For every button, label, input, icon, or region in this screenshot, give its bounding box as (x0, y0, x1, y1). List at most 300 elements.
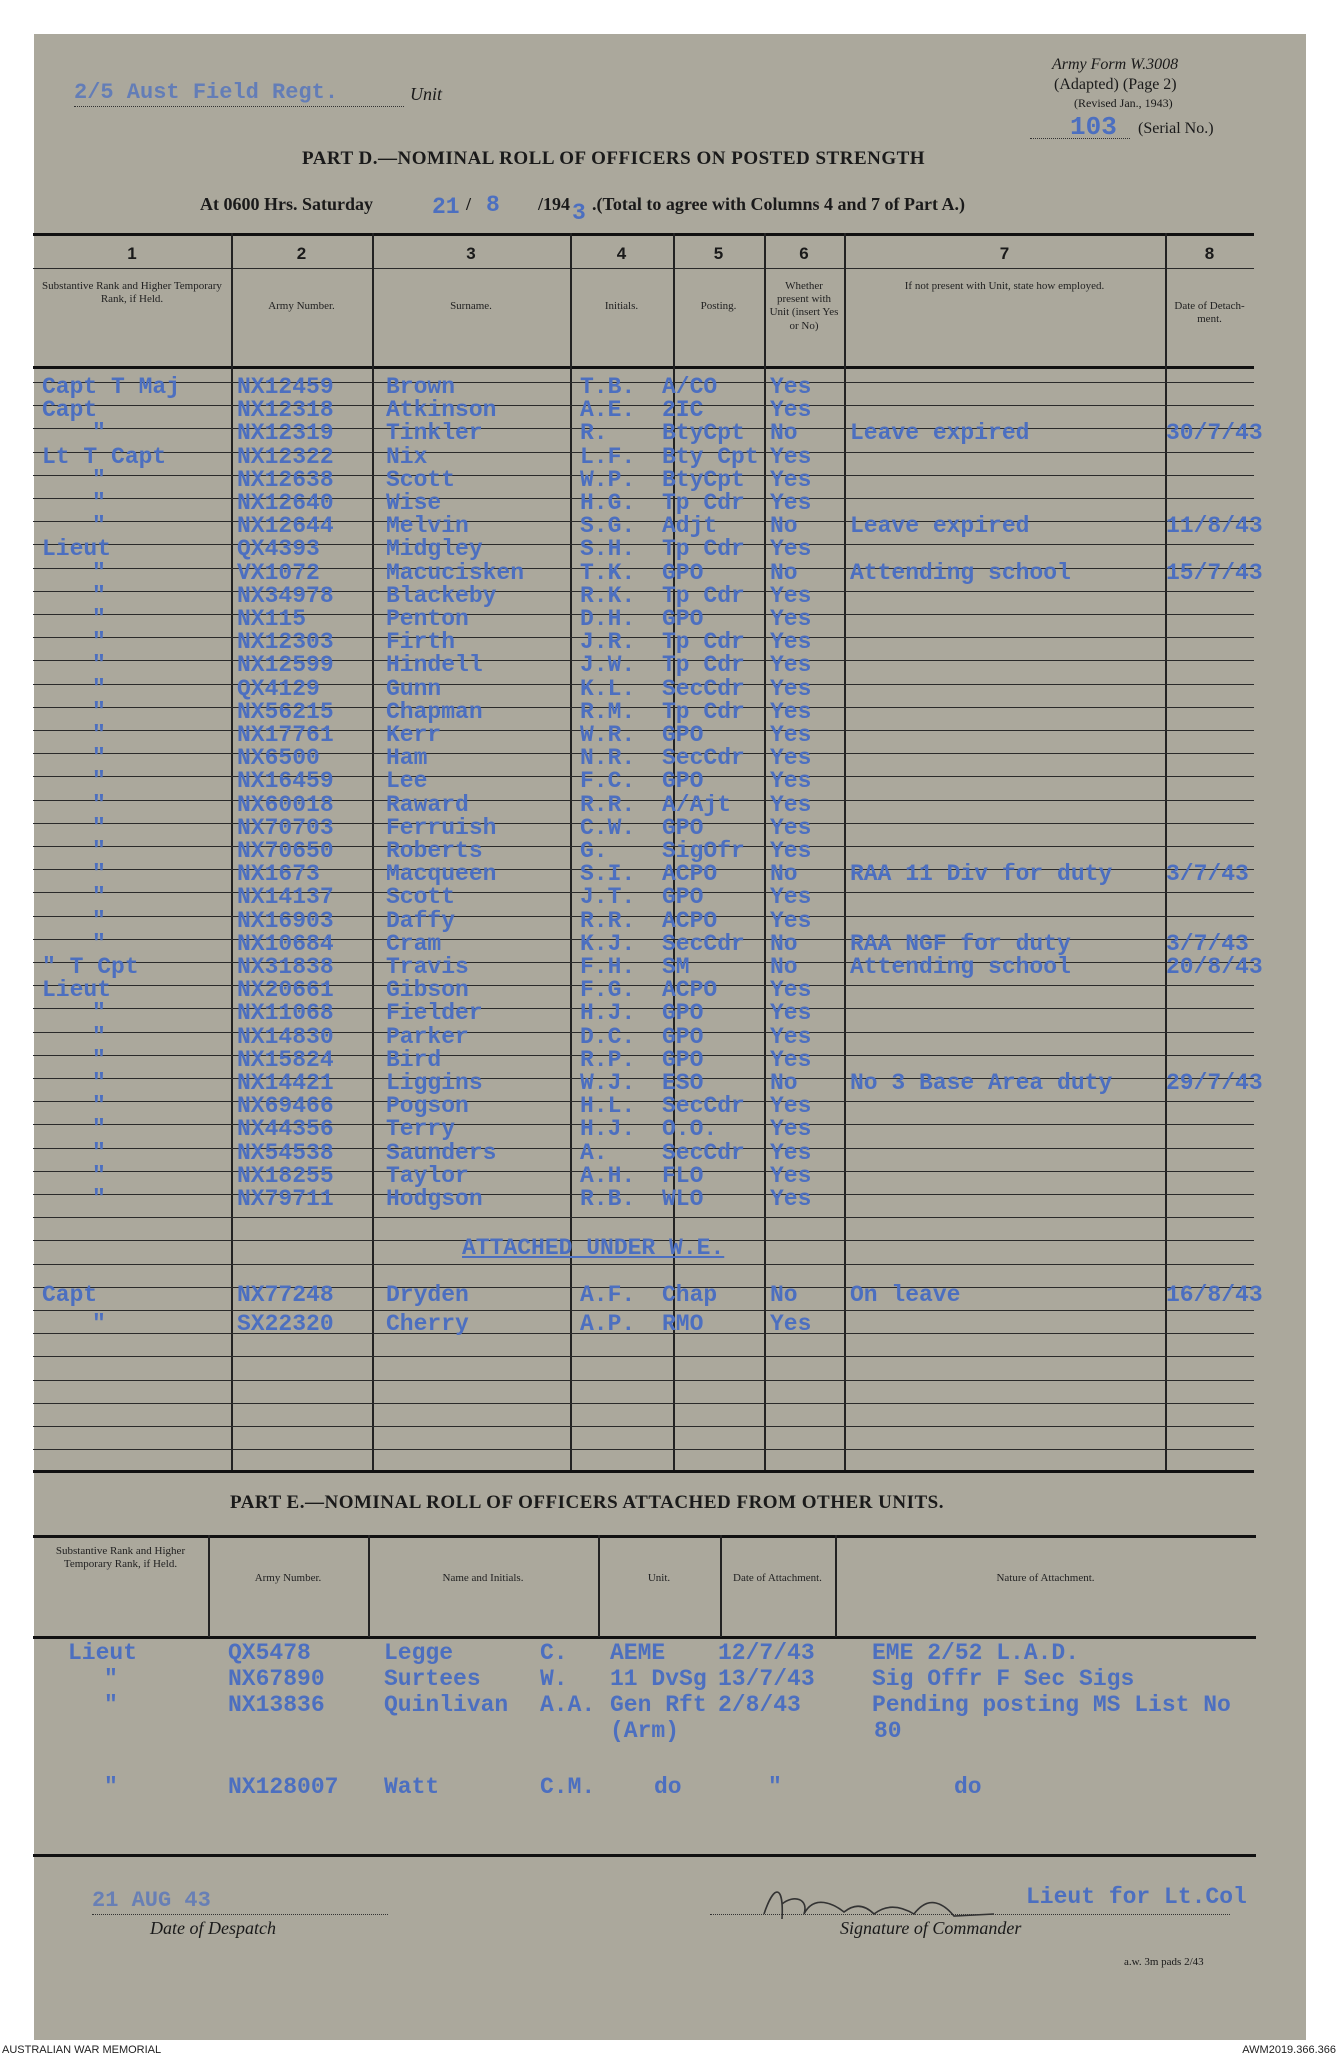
roll-row-20-surname: Ferruish (386, 815, 497, 841)
roll-row-34-surname: Saunders (386, 1140, 497, 1166)
roll-row-2-present: Yes (770, 397, 812, 423)
roll-row-25-init: K.J. (580, 931, 636, 957)
roll-row-9-date: 15/7/43 (1166, 560, 1263, 586)
unit-value: 2/5 Aust Field Regt. (74, 80, 339, 105)
roll-row-34-post: SecCdr (662, 1140, 745, 1166)
roll-row-33-surname: Terry (386, 1116, 456, 1142)
roll-row-30-surname: Bird (386, 1047, 442, 1073)
row-rule (33, 1310, 1254, 1311)
row-rule (33, 1101, 1254, 1102)
row-rule (33, 1264, 1254, 1265)
roll-row-35-surname: Taylor (386, 1163, 469, 1189)
roll-row-23-init: J.T. (580, 884, 636, 910)
roll-row-7-rank: " (92, 513, 106, 539)
roll-row-15-present: Yes (770, 699, 812, 725)
attached-from-row-1-num: QX5478 (228, 1640, 311, 1666)
row-rule (33, 475, 1254, 476)
roll-row-30-post: GPO (662, 1047, 704, 1073)
roll-row-9-num: VX1072 (237, 560, 320, 586)
column-number-3: 3 (466, 244, 476, 263)
roll-row-31-date: 29/7/43 (1166, 1070, 1263, 1096)
roll-row-33-post: O.O. (662, 1116, 718, 1142)
roll-row-1-present: Yes (770, 374, 812, 400)
roll-row-9-surname: Macucisken (386, 560, 525, 586)
roll-row-5-num: NX12638 (237, 467, 334, 493)
attached-from-row-4-rank: " (104, 1774, 118, 1800)
roll-row-11-post: GPO (662, 606, 704, 632)
roll-row-10-surname: Blackeby (386, 583, 497, 609)
roll-row-22-date: 3/7/43 (1166, 861, 1249, 887)
column-number-7: 7 (999, 244, 1010, 263)
roll-row-18-surname: Lee (386, 768, 428, 794)
roll-row-28-init: H.J. (580, 1000, 636, 1026)
row-rule (33, 1403, 1254, 1404)
roll-row-6-present: Yes (770, 490, 812, 516)
roll-row-28-num: NX11068 (237, 1000, 334, 1026)
roll-row-23-num: NX14137 (237, 884, 334, 910)
roll-row-13-rank: " (92, 652, 106, 678)
part-e-header-4: Unit. (647, 1572, 671, 1584)
attached-row-2-present: Yes (770, 1311, 812, 1337)
attached-row-2-init: A.P. (580, 1311, 636, 1337)
roll-row-12-rank: " (92, 629, 106, 655)
roll-row-24-surname: Daffy (386, 908, 456, 934)
column-header-2: Army Number. (268, 300, 335, 312)
at-label: At 0600 Hrs. Saturday (200, 194, 374, 214)
attached-row-1-rank: Capt (42, 1282, 98, 1308)
roll-row-24-present: Yes (770, 908, 812, 934)
roll-row-25-rank: " (92, 931, 106, 957)
roll-row-5-surname: Scott (386, 467, 456, 493)
roll-row-20-num: NX70703 (237, 815, 334, 841)
roll-row-31-num: NX14421 (237, 1070, 334, 1096)
roll-row-17-init: N.R. (580, 745, 636, 771)
roll-row-6-surname: Wise (386, 490, 442, 516)
roll-row-19-init: R.R. (580, 792, 636, 818)
roll-row-24-post: ACPO (662, 908, 718, 934)
roll-row-35-num: NX18255 (237, 1163, 334, 1189)
date-month: 8 (486, 192, 500, 218)
archive-left: AUSTRALIAN WAR MEMORIAL (2, 2044, 162, 2056)
column-number-1: 1 (127, 244, 137, 263)
roll-row-17-surname: Ham (386, 745, 428, 771)
row-rule (33, 544, 1254, 545)
roll-row-22-num: NX1673 (237, 861, 320, 887)
roll-row-15-surname: Chapman (386, 699, 483, 725)
attached-row-2-rank: " (92, 1311, 106, 1337)
roll-row-25-num: NX10684 (237, 931, 334, 957)
roll-row-7-surname: Melvin (386, 513, 469, 539)
roll-row-9-init: T.K. (580, 560, 636, 586)
column-number-6: 6 (799, 244, 809, 263)
roll-row-8-rank: Lieut (42, 536, 112, 562)
roll-row-2-post: 2IC (662, 397, 704, 423)
row-rule (33, 985, 1254, 986)
roll-row-12-surname: Firth (386, 629, 456, 655)
roll-row-13-num: NX12599 (237, 652, 334, 678)
roll-row-36-rank: " (92, 1186, 106, 1212)
despatch-label: Date of Despatch (150, 1918, 276, 1938)
roll-row-3-num: NX12319 (237, 420, 334, 446)
roll-row-14-surname: Gunn (386, 676, 442, 702)
roll-row-9-present: No (770, 560, 798, 586)
roll-row-25-date: 3/7/43 (1166, 931, 1249, 957)
roll-row-36-post: WLO (662, 1186, 704, 1212)
table-top-rule (33, 233, 1254, 236)
roll-row-31-surname: Liggins (386, 1070, 483, 1096)
roll-row-11-rank: " (92, 606, 106, 632)
part-e-column-rule-4 (720, 1535, 722, 1637)
roll-row-20-present: Yes (770, 815, 812, 841)
roll-row-5-post: BtyCpt (662, 467, 745, 493)
roll-row-11-num: NX115 (237, 606, 307, 632)
date-year: /194 (538, 194, 571, 214)
row-rule (33, 1287, 1254, 1288)
roll-row-2-init: A.E. (580, 397, 636, 423)
row-rule (33, 962, 1254, 963)
roll-row-31-present: No (770, 1070, 798, 1096)
roll-row-24-rank: " (92, 908, 106, 934)
roll-row-28-surname: Fielder (386, 1000, 483, 1026)
roll-row-14-present: Yes (770, 676, 812, 702)
roll-row-4-rank: Lt T Capt (42, 444, 167, 470)
attached-from-row-2-nature: Sig Offr F Sec Sigs (872, 1666, 1135, 1692)
roll-row-33-init: H.J. (580, 1116, 636, 1142)
roll-row-22-init: S.I. (580, 861, 636, 887)
roll-row-3-employed: Leave expired (850, 420, 1030, 446)
roll-row-18-present: Yes (770, 768, 812, 794)
roll-row-8-present: Yes (770, 536, 812, 562)
roll-row-12-init: J.R. (580, 629, 636, 655)
row-rule (33, 382, 1254, 383)
roll-row-2-surname: Atkinson (386, 397, 497, 423)
roll-row-15-init: R.M. (580, 699, 636, 725)
roll-row-22-surname: Macqueen (386, 861, 497, 887)
roll-row-26-num: NX31838 (237, 954, 334, 980)
signature-role: Lieut for Lt.Col (1026, 1884, 1247, 1910)
roll-row-29-rank: " (92, 1024, 106, 1050)
roll-row-32-surname: Pogson (386, 1093, 469, 1119)
part-e-column-rule-2 (368, 1535, 370, 1637)
roll-row-13-post: Tp Cdr (662, 652, 745, 678)
roll-row-23-surname: Scott (386, 884, 456, 910)
column-rule-5 (764, 233, 766, 1470)
column-rule-1 (231, 233, 233, 1470)
roll-row-32-post: SecCdr (662, 1093, 745, 1119)
roll-row-19-surname: Raward (386, 792, 469, 818)
roll-row-27-present: Yes (770, 977, 812, 1003)
roll-row-5-init: W.P. (580, 467, 636, 493)
roll-row-22-rank: " (92, 861, 106, 887)
column-number-5: 5 (713, 244, 724, 263)
roll-row-21-init: G. (580, 838, 608, 864)
attached-row-1-employed: On leave (850, 1282, 961, 1308)
part-e-title: PART E.—NOMINAL ROLL OF OFFICERS ATTACHED FROM OTHER UNITS. (230, 1492, 944, 1513)
attached-from-row-3-rank: " (104, 1692, 118, 1718)
row-rule (33, 614, 1254, 615)
roll-row-25-surname: Cram (386, 931, 442, 957)
column-header-4: Initials. (604, 300, 639, 312)
row-rule (33, 1194, 1254, 1195)
roll-row-4-init: L.F. (580, 444, 636, 470)
roll-row-34-init: A. (580, 1140, 608, 1166)
attached-row-2-post: RMO (662, 1311, 704, 1337)
roll-row-9-employed: Attending school (850, 560, 1071, 586)
roll-row-10-init: R.K. (580, 583, 636, 609)
row-rule (33, 1217, 1254, 1218)
attached-from-row-4-unit: do (654, 1774, 682, 1800)
attached-from-row-1-rank: Lieut (68, 1640, 138, 1666)
roll-row-12-num: NX12303 (237, 629, 334, 655)
column-number-2: 2 (296, 244, 307, 263)
column-header-3: Surname. (450, 300, 492, 312)
roll-row-34-rank: " (92, 1140, 106, 1166)
row-rule (33, 1333, 1254, 1334)
roll-row-5-present: Yes (770, 467, 812, 493)
roll-row-27-rank: Lieut (42, 977, 112, 1003)
roll-row-30-num: NX15824 (237, 1047, 334, 1073)
attached-row-1-num: NX77248 (237, 1282, 334, 1308)
attached-from-row-2-num: NX67890 (228, 1666, 325, 1692)
roll-row-25-employed: RAA NGF for duty (850, 931, 1071, 957)
roll-row-16-init: W.R. (580, 722, 636, 748)
part-e-header-2: Army Number. (254, 1572, 322, 1584)
roll-row-20-init: C.W. (580, 815, 636, 841)
roll-row-34-present: Yes (770, 1140, 812, 1166)
row-rule (33, 660, 1254, 661)
serial-underline (1030, 138, 1130, 139)
attached-from-row-3-name_init: A.A. (540, 1692, 596, 1718)
roll-row-13-init: J.W. (580, 652, 636, 678)
part-e-nature-extra: 80 (874, 1718, 902, 1744)
roll-row-17-num: NX6500 (237, 745, 320, 771)
roll-row-9-rank: " (92, 560, 106, 586)
form-line3: (Revised Jan., 1943) (1074, 96, 1173, 110)
roll-row-14-init: K.L. (580, 676, 636, 702)
roll-row-7-date: 11/8/43 (1166, 513, 1263, 539)
row-rule (33, 823, 1254, 824)
roll-row-7-post: Adjt (662, 513, 718, 539)
roll-row-3-present: No (770, 420, 798, 446)
unit-underline (74, 106, 404, 107)
roll-row-36-surname: Hodgson (386, 1186, 483, 1212)
roll-row-8-surname: Midgley (386, 536, 483, 562)
roll-row-36-present: Yes (770, 1186, 812, 1212)
date-day: 21 (432, 194, 460, 220)
roll-row-16-present: Yes (770, 722, 812, 748)
attached-from-row-3-num: NX13836 (228, 1692, 325, 1718)
roll-row-32-num: NX69466 (237, 1093, 334, 1119)
roll-row-11-init: D.H. (580, 606, 636, 632)
roll-row-25-present: No (770, 931, 798, 957)
roll-row-1-init: T.B. (580, 374, 636, 400)
roll-row-17-post: SecCdr (662, 745, 745, 771)
print-code: a.w. 3m pads 2/43 (1124, 1956, 1204, 1968)
row-rule (33, 1055, 1254, 1056)
roll-row-16-rank: " (92, 722, 106, 748)
roll-row-4-present: Yes (770, 444, 812, 470)
roll-row-7-init: S.G. (580, 513, 636, 539)
part-e-column-rule-1 (208, 1535, 210, 1637)
roll-row-3-post: BtyCpt (662, 420, 745, 446)
attached-from-row-1-name_init: C. (540, 1640, 568, 1666)
part-e-header-5: Date of Attachment. (733, 1572, 822, 1584)
part-e-column-rule-3 (598, 1535, 600, 1637)
roll-row-31-post: ESO (662, 1070, 704, 1096)
attached-from-row-3-extra: (Arm) (610, 1718, 680, 1744)
roll-row-14-num: QX4129 (237, 676, 320, 702)
roll-row-7-num: NX12644 (237, 513, 334, 539)
attached-from-row-4-num: NX128007 (228, 1774, 339, 1800)
roll-row-18-init: F.C. (580, 768, 636, 794)
roll-row-8-num: QX4393 (237, 536, 320, 562)
roll-row-1-surname: Brown (386, 374, 456, 400)
attached-from-row-1-unit: AEME (610, 1640, 666, 1666)
column-header-5: Posting. (700, 300, 737, 312)
roll-row-24-num: NX16903 (237, 908, 334, 934)
roll-row-19-num: NX60018 (237, 792, 334, 818)
roll-row-23-present: Yes (770, 884, 812, 910)
attached-from-row-2-date: 13/7/43 (718, 1666, 815, 1692)
total-note: .(Total to agree with Columns 4 and 7 of Part A.) (592, 194, 965, 214)
roll-row-33-present: Yes (770, 1116, 812, 1142)
part-e-top-rule (33, 1535, 1256, 1538)
roll-row-32-init: H.L. (580, 1093, 636, 1119)
roll-row-26-init: F.H. (580, 954, 636, 980)
part-e-header-6: Nature of Attachment. (996, 1572, 1095, 1584)
roll-row-17-rank: " (92, 745, 106, 771)
roll-row-10-rank: " (92, 583, 106, 609)
roll-row-10-num: NX34978 (237, 583, 334, 609)
roll-row-21-surname: Roberts (386, 838, 483, 864)
roll-row-14-rank: " (92, 676, 106, 702)
roll-row-30-rank: " (92, 1047, 106, 1073)
roll-row-23-rank: " (92, 884, 106, 910)
roll-row-4-surname: Nix (386, 444, 428, 470)
roll-row-2-rank: Capt (42, 397, 98, 423)
roll-row-28-present: Yes (770, 1000, 812, 1026)
attached-from-row-2-name_init: W. (540, 1666, 568, 1692)
column-header-7: If not present with Unit, state how employed. (904, 280, 1105, 292)
roll-row-9-post: GPO (662, 560, 704, 586)
attached-from-row-1-date: 12/7/43 (718, 1640, 815, 1666)
roll-row-15-post: Tp Cdr (662, 699, 745, 725)
row-rule (33, 1032, 1254, 1033)
roll-row-20-rank: " (92, 815, 106, 841)
roll-row-6-rank: " (92, 490, 106, 516)
attached-from-row-4-date: " (768, 1774, 782, 1800)
attached-from-row-2-name: Surtees (384, 1666, 481, 1692)
attached-from-row-4-name_init: C.M. (540, 1774, 596, 1800)
row-rule (33, 846, 1254, 847)
row-rule (33, 800, 1254, 801)
roll-row-35-rank: " (92, 1163, 106, 1189)
row-rule (33, 498, 1254, 499)
roll-row-16-surname: Kerr (386, 722, 442, 748)
roll-row-13-surname: Hindell (386, 652, 483, 678)
roll-row-7-employed: Leave expired (850, 513, 1030, 539)
row-rule (33, 753, 1254, 754)
part-e-header-rule (33, 1636, 1256, 1639)
roll-row-36-num: NX79711 (237, 1186, 334, 1212)
attached-from-row-3-date: 2/8/43 (718, 1692, 801, 1718)
row-rule (33, 707, 1254, 708)
roll-row-3-init: R. (580, 420, 608, 446)
roll-row-27-num: NX20661 (237, 977, 334, 1003)
row-rule (33, 730, 1254, 731)
roll-row-31-init: W.J. (580, 1070, 636, 1096)
attached-from-row-1-nature: EME 2/52 L.A.D. (872, 1640, 1080, 1666)
column-number-4: 4 (616, 244, 627, 263)
serial-value: 103 (1070, 112, 1117, 142)
roll-row-8-init: S.H. (580, 536, 636, 562)
roll-row-24-init: R.R. (580, 908, 636, 934)
roll-row-4-post: Bty Cpt (662, 444, 759, 470)
attached-from-row-3-name: Quinlivan (384, 1692, 509, 1718)
roll-row-8-post: Tp Cdr (662, 536, 745, 562)
roll-row-33-rank: " (92, 1116, 106, 1142)
roll-row-30-present: Yes (770, 1047, 812, 1073)
roll-row-22-present: No (770, 861, 798, 887)
roll-row-33-num: NX44356 (237, 1116, 334, 1142)
roll-row-28-rank: " (92, 1000, 106, 1026)
roll-row-26-present: No (770, 954, 798, 980)
attached-from-row-4-nature: do (954, 1774, 982, 1800)
roll-row-1-post: A/CO (662, 374, 718, 400)
form-line2: (Adapted) (Page 2) (1054, 76, 1177, 93)
roll-row-35-post: FLO (662, 1163, 704, 1189)
column-rule-2 (372, 233, 374, 1470)
date-year-typed: 3 (572, 200, 586, 226)
attached-from-row-3-nature: Pending posting MS List No (872, 1692, 1231, 1718)
attached-row-1-present: No (770, 1282, 798, 1308)
roll-row-28-post: GPO (662, 1000, 704, 1026)
roll-row-11-present: Yes (770, 606, 812, 632)
roll-row-34-num: NX54538 (237, 1140, 334, 1166)
row-rule (33, 916, 1254, 917)
attached-from-row-4-name: Watt (384, 1774, 440, 1800)
roll-row-6-post: Tp Cdr (662, 490, 745, 516)
roll-row-29-post: GPO (662, 1024, 704, 1050)
row-rule (33, 1171, 1254, 1172)
attached-from-row-3-unit: Gen Rft (610, 1692, 707, 1718)
roll-row-10-present: Yes (770, 583, 812, 609)
row-rule (33, 591, 1254, 592)
roll-row-16-post: GPO (662, 722, 704, 748)
roll-row-13-present: Yes (770, 652, 812, 678)
roll-row-22-employed: RAA 11 Div for duty (850, 861, 1113, 887)
row-rule (33, 637, 1254, 638)
roll-row-14-post: SecCdr (662, 676, 745, 702)
roll-row-3-rank: " (92, 420, 106, 446)
roll-row-17-present: Yes (770, 745, 812, 771)
attached-row-2-surname: Cherry (386, 1311, 469, 1337)
roll-row-21-post: SigOfr (662, 838, 745, 864)
attached-from-row-2-rank: " (104, 1666, 118, 1692)
row-rule (33, 1356, 1254, 1357)
roll-row-31-employed: No 3 Base Area duty (850, 1070, 1113, 1096)
roll-row-32-rank: " (92, 1093, 106, 1119)
part-e-header-3: Name and Initials. (442, 1572, 524, 1584)
table-bottom-rule (33, 1470, 1254, 1473)
row-rule (33, 521, 1254, 522)
roll-row-6-init: H.G. (580, 490, 636, 516)
row-rule (33, 1148, 1254, 1149)
part-e-bottom-rule (33, 1854, 1256, 1857)
roll-row-21-num: NX70650 (237, 838, 334, 864)
attached-heading: ATTACHED UNDER W.E. (462, 1235, 725, 1261)
row-rule (33, 892, 1254, 893)
